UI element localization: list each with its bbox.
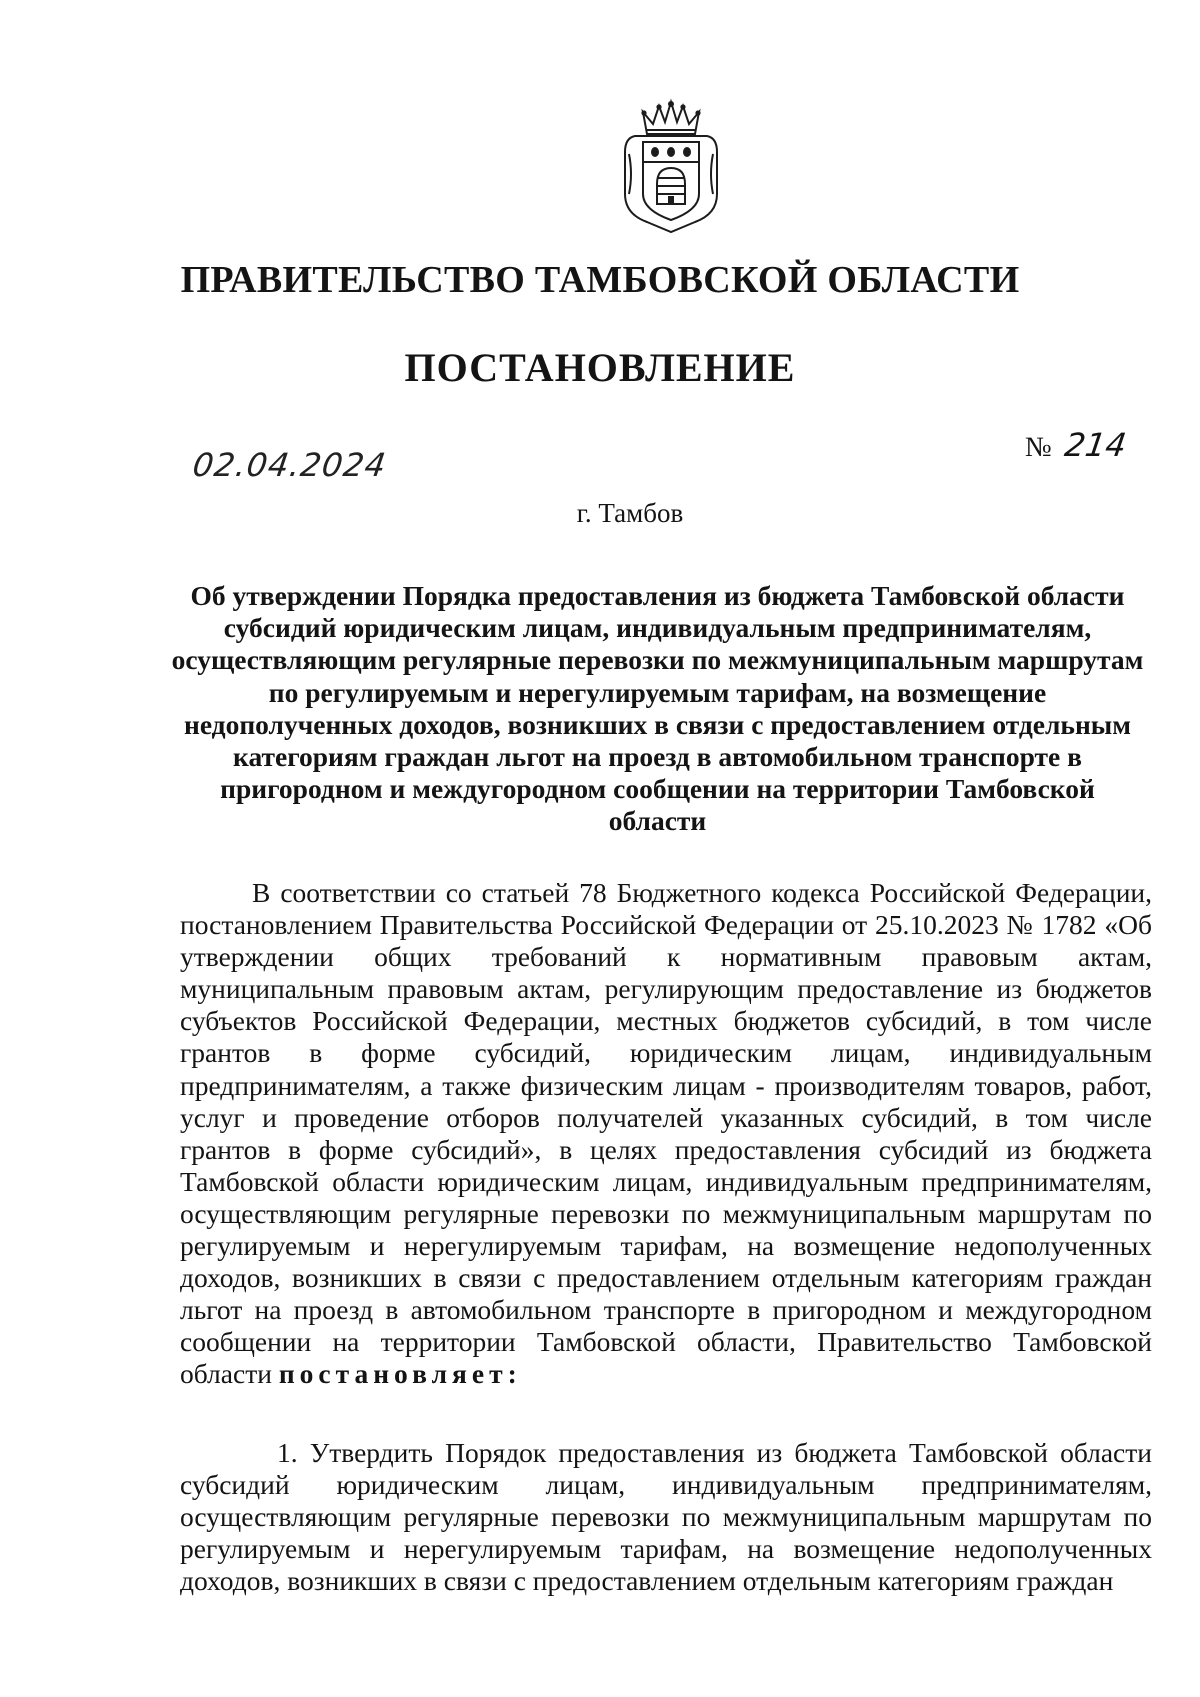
document-type: ПОСТАНОВЛЕНИЕ bbox=[404, 345, 796, 390]
tambov-coat-of-arms-icon bbox=[613, 98, 729, 236]
resolves-label: постановляет: bbox=[278, 1358, 522, 1390]
preamble-text: В соответствии со статьей 78 Бюджетного кодекса Российской Федерации, постановлением Правительства Российской Федерации от 25.10.2023 № 1782 «Об утверждении общих требований к нормативным правовым актам, муниципальным правовым актам, регулирующим предоставление из бюджетов субъектов Российской Федерации, местных бюджетов субсидий, в том числе грантов в форме субсидий, юридическим лицам, индивидуальным предпринимателям, а также физическим лицам - производителям товаров, работ, услуг и проведение отборов получателей указанных субсидий, в том числе грантов в форме субсидий», в целях предоставления субсидий из бюджета Тамбовской области юридическим лицам, индивидуальным предпринимателям, осуществляющим регулярные перевозки по межмуниципальным маршрутам по регулируемым и нерегулируемым тарифам, на возмещение недополученных доходов, возникших в связи с предоставлением отдельным категориям граждан льгот на проезд в автомобильном транспорте в пригородном и междугородном сообщении на территории Тамбовской области, Правительство Тамбовской области bbox=[180, 877, 1152, 1390]
item-1-paragraph: 1. Утвердить Порядок предоставления из бюджета Тамбовской области субсидий юридическим лицам, индивидуальным предпринимателям, осуществляющим регулярные перевозки по межмуниципальным маршрутам по регулируемым и нерегулируемым тарифам, на возмещение недополученных доходов, возникших в связи с предоставлением отдельным категориям граждан bbox=[180, 1437, 1152, 1597]
document-date: 02.04.2024 bbox=[190, 446, 389, 484]
organization-name: ПРАВИТЕЛЬСТВО ТАМБОВСКОЙ ОБЛАСТИ bbox=[180, 259, 1020, 301]
number-sign: № bbox=[1025, 432, 1052, 463]
city-label: г. Тамбов bbox=[576, 498, 684, 528]
document-title: Об утверждении Порядка предоставления из бюджета Тамбовской области субсидий юридическим лицам, индивидуальным предпринимателям, осуществляющим регулярные перевозки по межмуниципальным маршрутам по регулируемым и нерегулируемым тарифам, на возмещение недополученных доходов, возникших в связи с предоставлением отдельным категориям граждан льгот на проезд в автомобильном транспорте в пригородном и междугородном сообщении на территории Тамбовской области bbox=[171, 580, 1144, 837]
preamble-paragraph bbox=[180, 877, 1152, 1391]
document-number bbox=[1025, 426, 1129, 464]
number-value: 214 bbox=[1062, 426, 1129, 464]
